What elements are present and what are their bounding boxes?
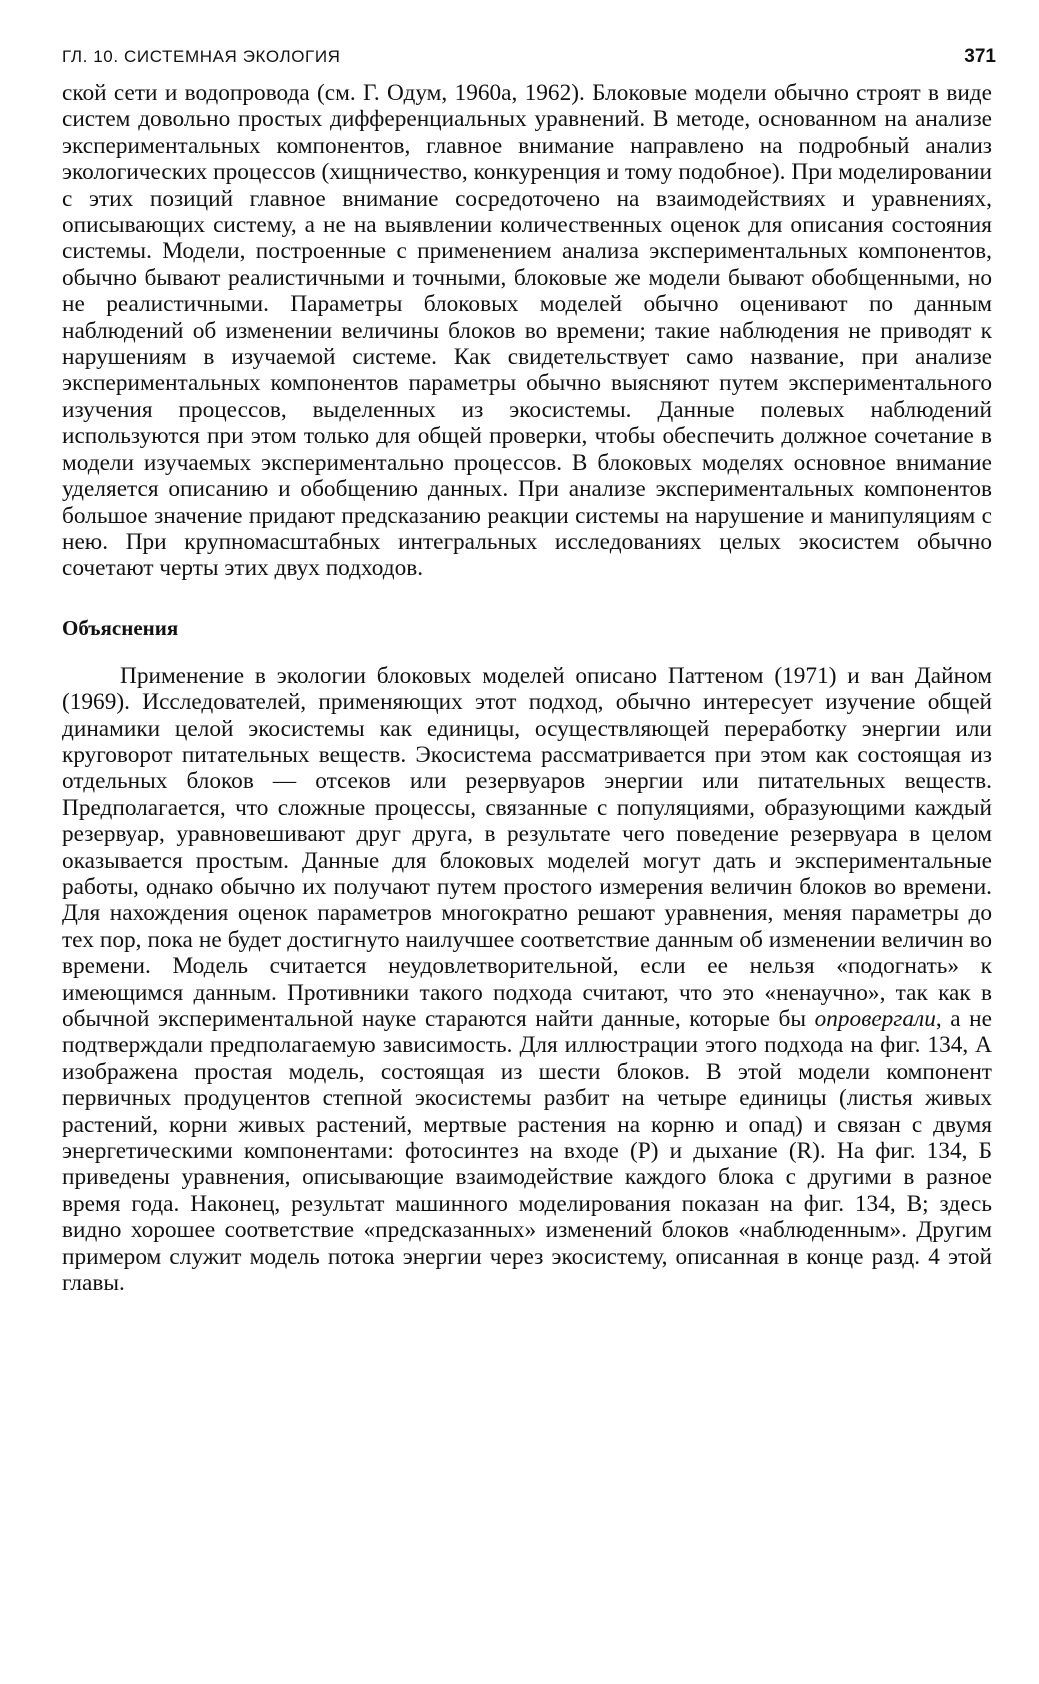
paragraph-text-part-1: Применение в экологии блоковых моделей описано Паттеном (1971) и ван Дайном (1969). Исследователей, применяющих этот подход, обычно интересует изучение общей динамики целой экосистемы как единицы, осуществляющей переработку энергии или круговорот питательных веществ. Экосистема рассматривается при этом как состоящая из отдельных блоков — отсеков или резервуаров энергии или питательных веществ. Предполагается, что сложные процессы, связанные с популяциями, образующими каждый резервуар, уравновешивают друг друга, в результате чего поведение резервуара в целом оказывается простым. Данные для блоковых моделей могут дать и экспериментальные работы, однако обычно их получают путем простого измерения величин блоков во времени. Для нахождения оценок параметров многократно решают уравнения, меняя параметры до тех пор, пока не будет достигнуто наилучшее соответствие данным об изменении величин во времени. Модель считается неудовлетворительной, если ее нельзя «подогнать» к имеющимся данным. Противники такого подхода считают, что это «ненаучно», так как в обычной экспериментальной науке стараются найти данные, которые бы bbox=[62, 662, 992, 1032]
running-head bbox=[62, 46, 996, 80]
page-number: 371 bbox=[964, 46, 996, 67]
paragraph-text-part-2: , а не подтверждали предполагаемую зависимость. Для иллюстрации этого подхода на фиг. 134, А изображена простая модель, состоящая из шести блоков. В этой модели компонент первичных продуцентов степной экосистемы разбит на четыре единицы (листья живых растений, корни живых растений, мертвые растения на корню и опад) и связан с двумя энергетическими компонентами: фотосинтез на входе (P) и дыхание (R). На фиг. 134, Б приведены уравнения, описывающие взаимодействие каждого блока с другими в разное время года. Наконец, результат машинного моделирования показан на фиг. 134, В; здесь видно хорошее соответствие «предсказанных» изменений блоков «наблюденным». Другим примером служит модель потока энергии через экосистему, описанная в конце разд. 4 этой главы. bbox=[62, 1006, 992, 1297]
paragraph-explanations bbox=[62, 663, 992, 1297]
section-heading: Объяснения bbox=[62, 615, 179, 640]
paragraph-continued: ской сети и водопровода (см. Г. Одум, 1960а, 1962). Блоковые модели обычно строят в виде систем довольно простых дифференциальных уравнений. В методе, основанном на анализе экспериментальных компонентов, главное внимание направлено на подробный анализ экологических процессов (хищничество, конкуренция и тому подобное). При моделировании с этих позиций главное внимание сосредоточено на взаимодействиях и уравнениях, описывающих систему, а не на выявлении количественных оценок для описания состояния системы. Модели, построенные с применением анализа экспериментальных компонентов, обычно бывают реалистичными и точными, блоковые же модели бывают обобщенными, но не реалистичными. Параметры блоковых моделей обычно оценивают по данным наблюдений об изменении величины блоков во времени; такие наблюдения не приводят к нарушениям в изучаемой системе. Как свидетельствует само название, при анализе экспериментальных компонентов параметры обычно выясняют путем экспериментального изучения процессов, выделенных из экосистемы. Данные полевых наблюдений используются при этом только для общей проверки, чтобы обеспечить должное сочетание в модели изучаемых экспериментально процессов. В блоковых моделях основное внимание уделяется описанию и обобщению данных. При анализе экспериментальных компонентов большое значение придают предсказанию реакции системы на нарушение и манипуляциям с нею. При крупномасштабных интегральных исследованиях целых экосистем обычно сочетают черты этих двух подходов. bbox=[62, 80, 992, 582]
chapter-running-title: ГЛ. 10. СИСТЕМНАЯ ЭКОЛОГИЯ bbox=[62, 47, 341, 66]
italic-term: опровергали bbox=[814, 1006, 936, 1032]
book-page bbox=[62, 46, 996, 1297]
main-text bbox=[62, 80, 992, 1296]
